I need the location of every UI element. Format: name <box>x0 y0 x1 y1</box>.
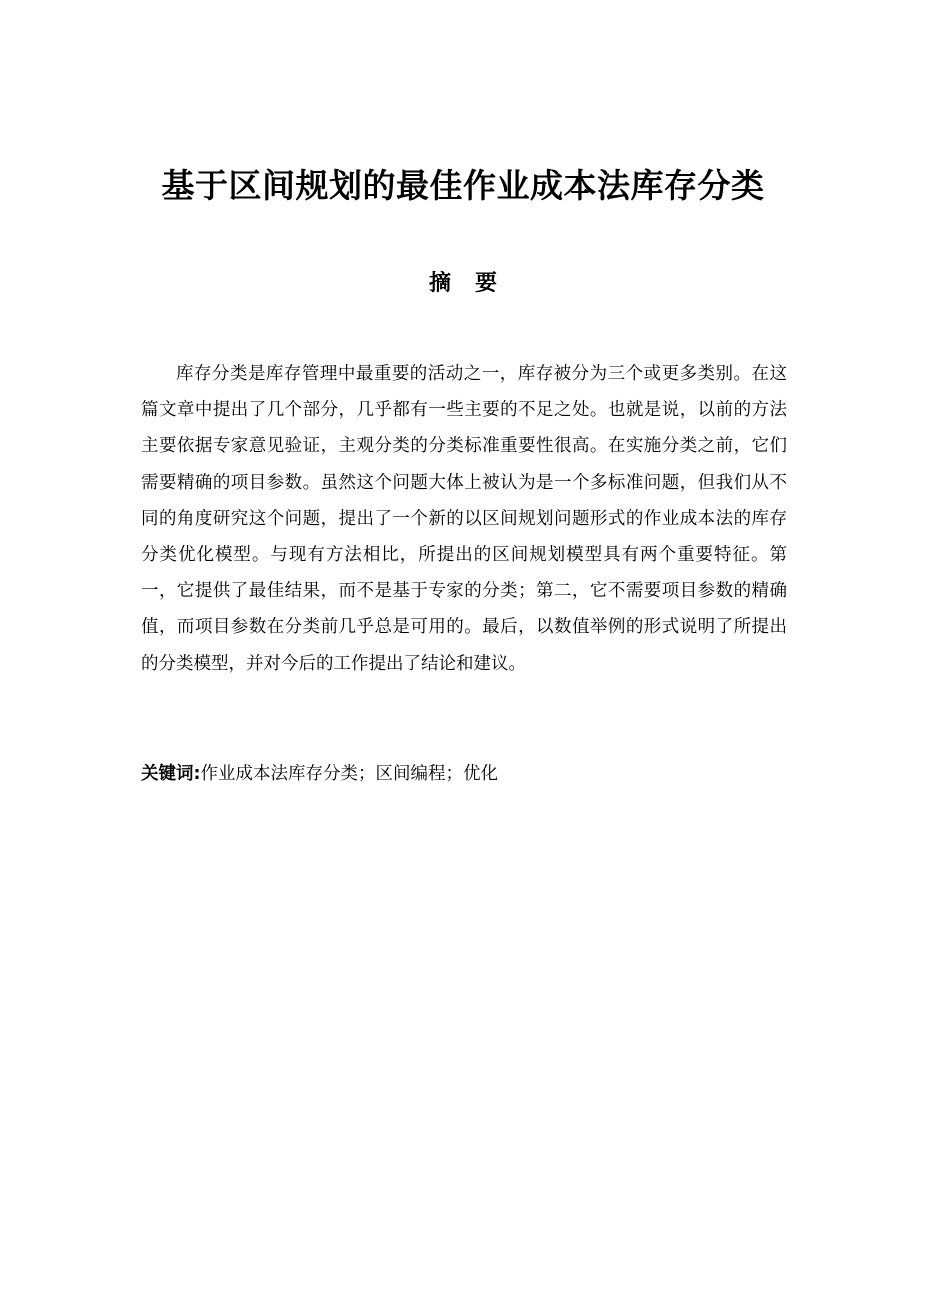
abstract-heading-char-2: 要 <box>475 271 498 296</box>
keywords-value: 作业成本法库存分类；区间编程；优化 <box>200 764 498 784</box>
abstract-heading <box>0 268 926 300</box>
abstract-heading-char-1: 摘 <box>428 271 451 296</box>
keywords-line <box>141 760 787 788</box>
keywords-label: 关键词: <box>141 764 201 784</box>
abstract-paragraph: 库存分类是库存管理中最重要的活动之一，库存被分为三个或更多类别。在这篇文章中提出了几个部分，几乎都有一些主要的不足之处。也就是说，以前的方法主要依据专家意见验证，主观分类的分类标准重要性很高。在实施分类之前，它们需要精确的项目参数。虽然这个问题大体上被认为是一个多标准问题，但我们从不同的角度研究这个问题，提出了一个新的以区间规划问题形式的作业成本法的库存分类优化模型。与现有方法相比，所提出的区间规划模型具有两个重要特征。第一，它提供了最佳结果，而不是基于专家的分类；第二，它不需要项目参数的精确值，而项目参数在分类前几乎总是可用的。最后，以数值举例的形式说明了所提出的分类模型，并对今后的工作提出了结论和建议。 <box>141 364 787 674</box>
document-title: 基于区间规划的最佳作业成本法库存分类 <box>161 166 765 205</box>
